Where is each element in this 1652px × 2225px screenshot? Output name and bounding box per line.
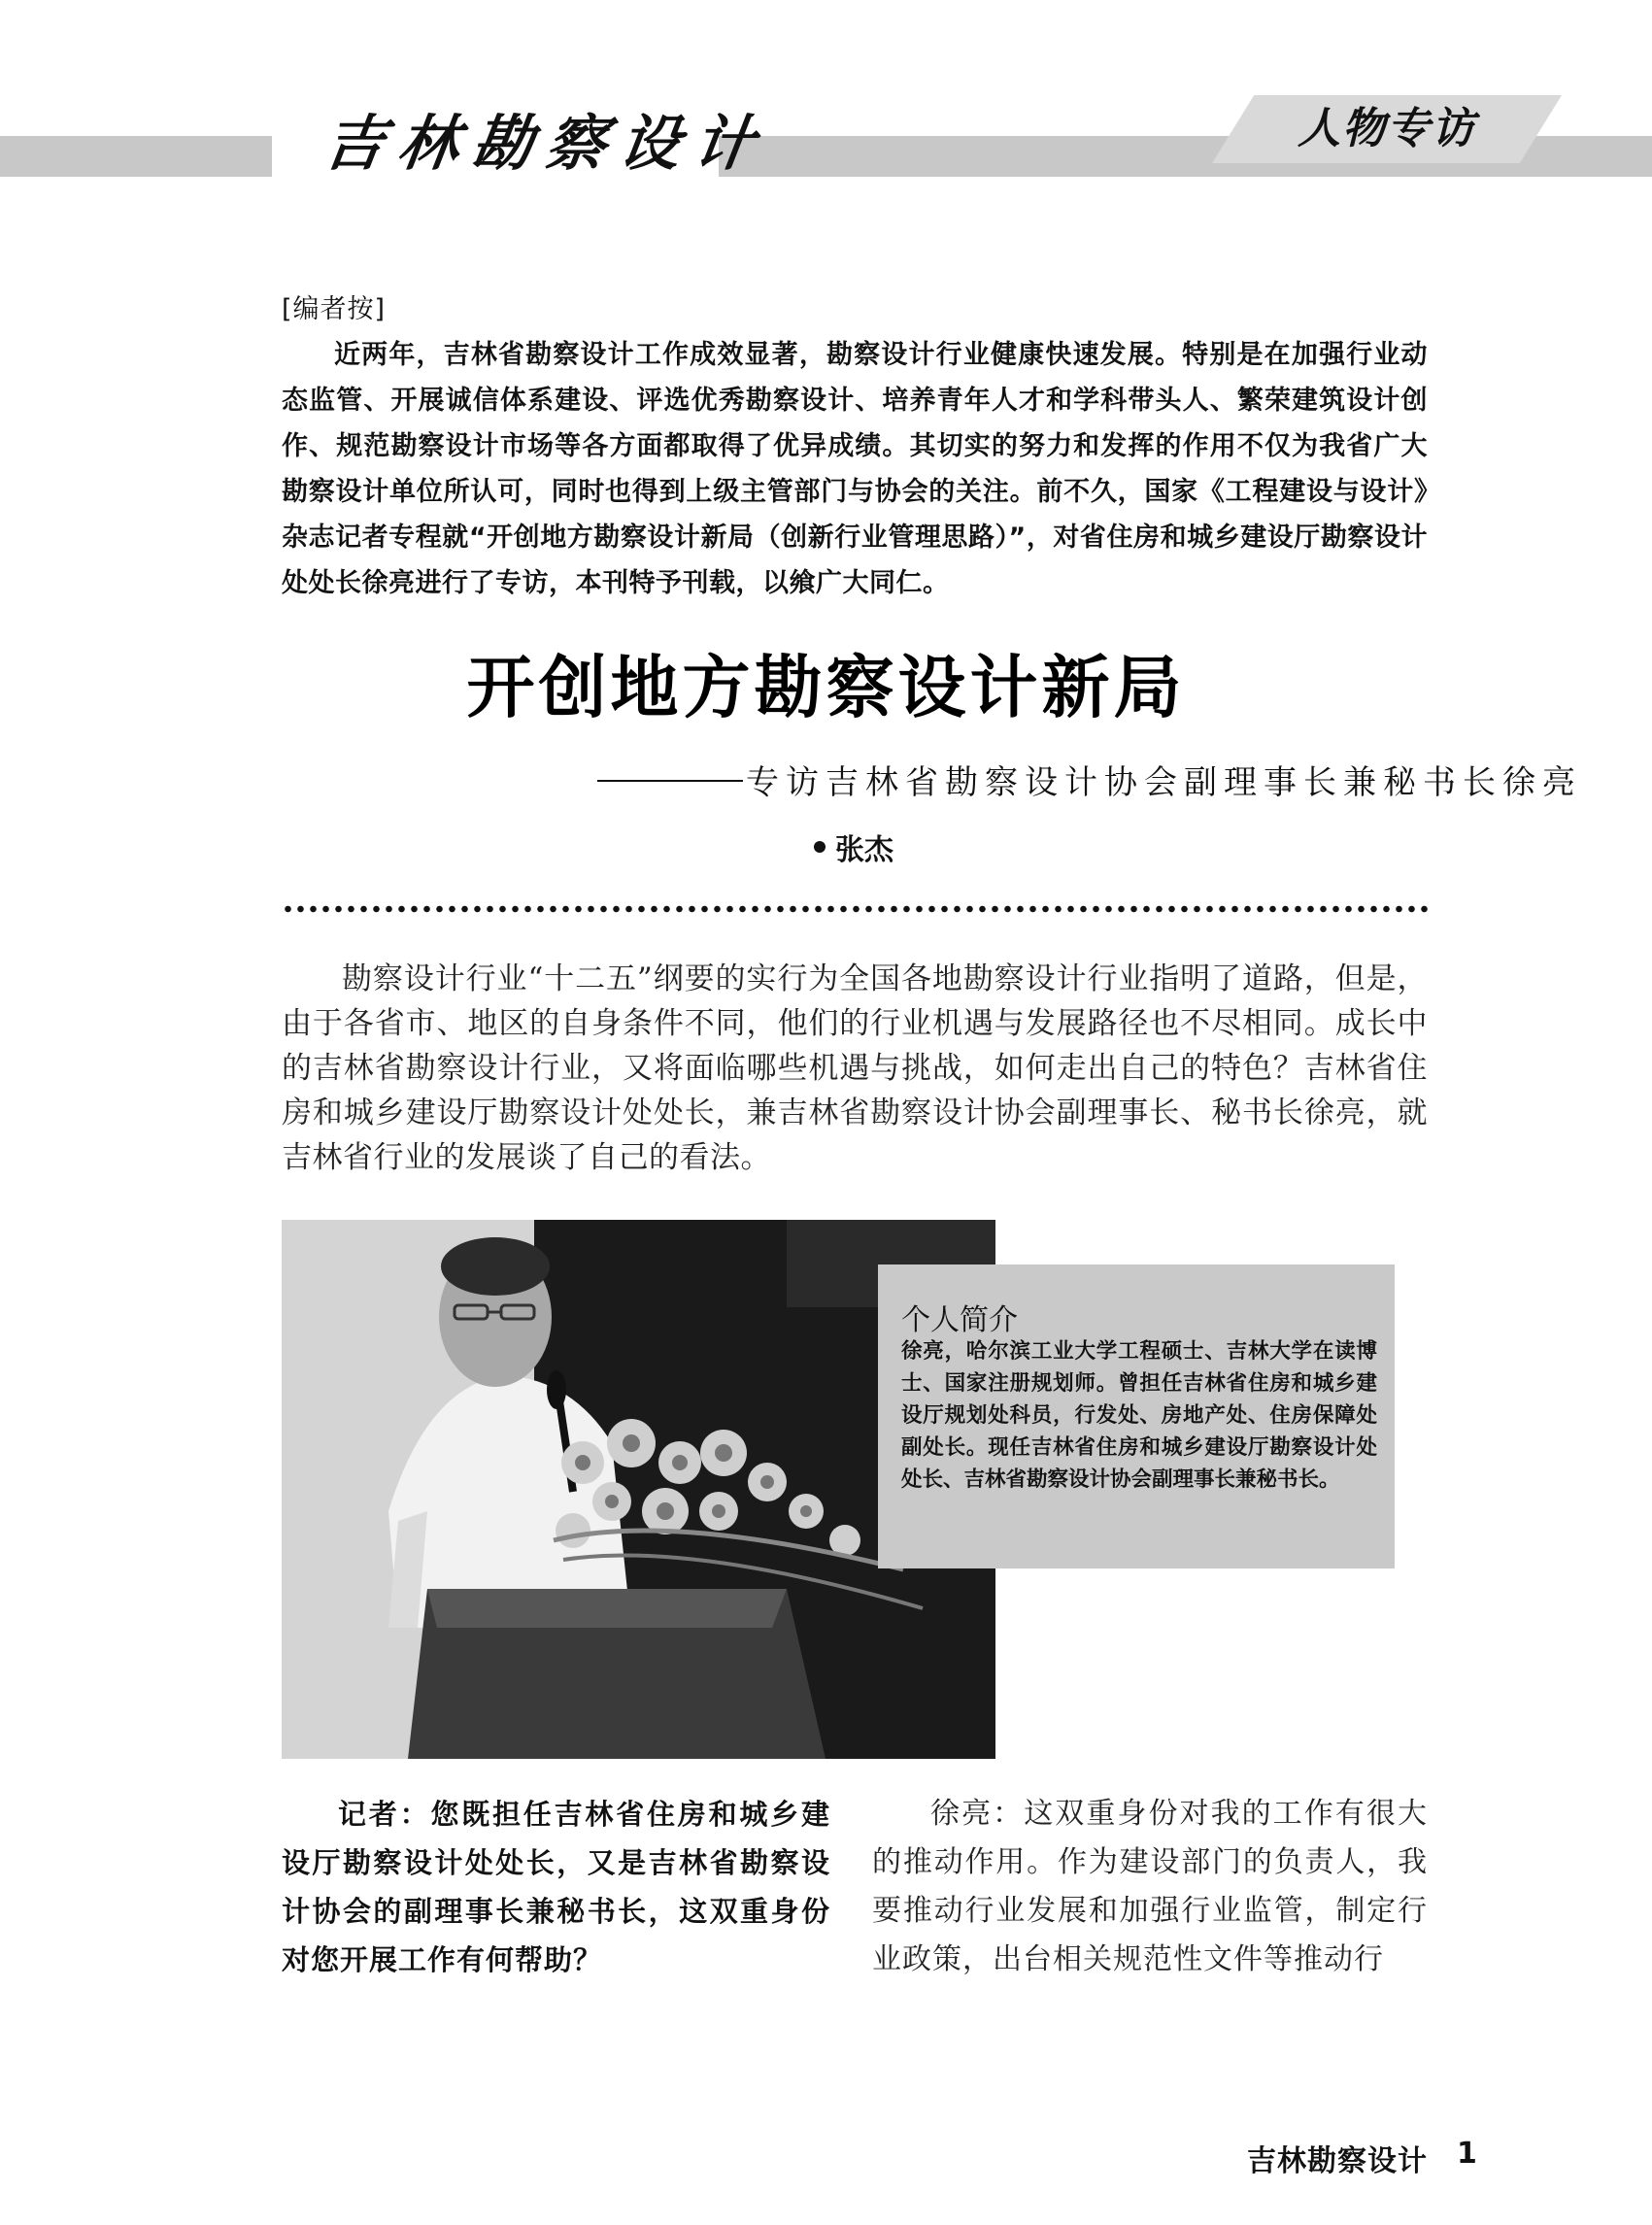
page-number: 1	[1457, 2137, 1477, 2171]
article-intro: 勘察设计行业“十二五”纲要的实行为全国各地勘察设计行业指明了道路，但是，由于各省市、地区的自身条件不同，他们的行业机遇与发展路径也不尽相同。成长中的吉林省勘察设计行业，又将面临哪些机遇与挑战，如何走出自己的特色？吉林省住房和城乡建设厅勘察设计处处长，兼吉林省勘察设计协会副理事长、秘书长徐亮，就吉林省行业的发展谈了自己的看法。	[282, 961, 1428, 1175]
bullet-icon	[814, 841, 826, 853]
article-title: 开创地方勘察设计新局	[466, 648, 1186, 727]
article-subtitle: 专访吉林省勘察设计协会副理事长兼秘书长徐亮	[746, 763, 1582, 802]
dotted-divider	[282, 905, 1428, 913]
article-author: 张杰	[835, 833, 893, 867]
magazine-logo: 吉林勘察设计	[320, 108, 773, 179]
interview-answer: 徐亮：这双重身份对我的工作有很大的推动作用。作为建设部门的负责人，我要推动行业发展和加强行业监管，制定行业政策，出台相关规范性文件等推动行	[872, 1797, 1428, 1976]
interview-question: 记者：您既担任吉林省住房和城乡建设厅勘察设计处处长，又是吉林省勘察设计协会的副理事长兼秘书长，这双重身份对您开展工作有何帮助？	[282, 1798, 830, 1976]
editor-note-label: [编者按]	[282, 294, 387, 324]
footer-publication: 吉林勘察设计	[1247, 2144, 1428, 2178]
subtitle-dash	[597, 780, 743, 782]
profile-title: 个人简介	[901, 1303, 1018, 1337]
profile-body: 徐亮，哈尔滨工业大学工程硕士、吉林大学在读博士、国家注册规划师。曾担任吉林省住房和城乡建设厅规划处科员，行发处、房地产处、住房保障处副处长。现任吉林省住房和城乡建设厅勘察设计处处长、吉林省勘察设计协会副理事长兼秘书长。	[901, 1339, 1377, 1492]
section-label: 人物专访	[1298, 104, 1476, 153]
editor-note-body: 近两年，吉林省勘察设计工作成效显著，勘察设计行业健康快速发展。特别是在加强行业动态监管、开展诚信体系建设、评选优秀勘察设计、培养青年人才和学科带头人、繁荣建筑设计创作、规范勘察设计市场等各方面都取得了优异成绩。其切实的努力和发挥的作用不仅为我省广大勘察设计单位所认可，同时也得到上级主管部门与协会的关注。前不久，国家《工程建设与设计》杂志记者专程就“开创地方勘察设计新局（创新行业管理思路）”，对省住房和城乡建设厅勘察设计处处长徐亮进行了专访，本刊特予刊载，以飨广大同仁。	[282, 340, 1428, 598]
